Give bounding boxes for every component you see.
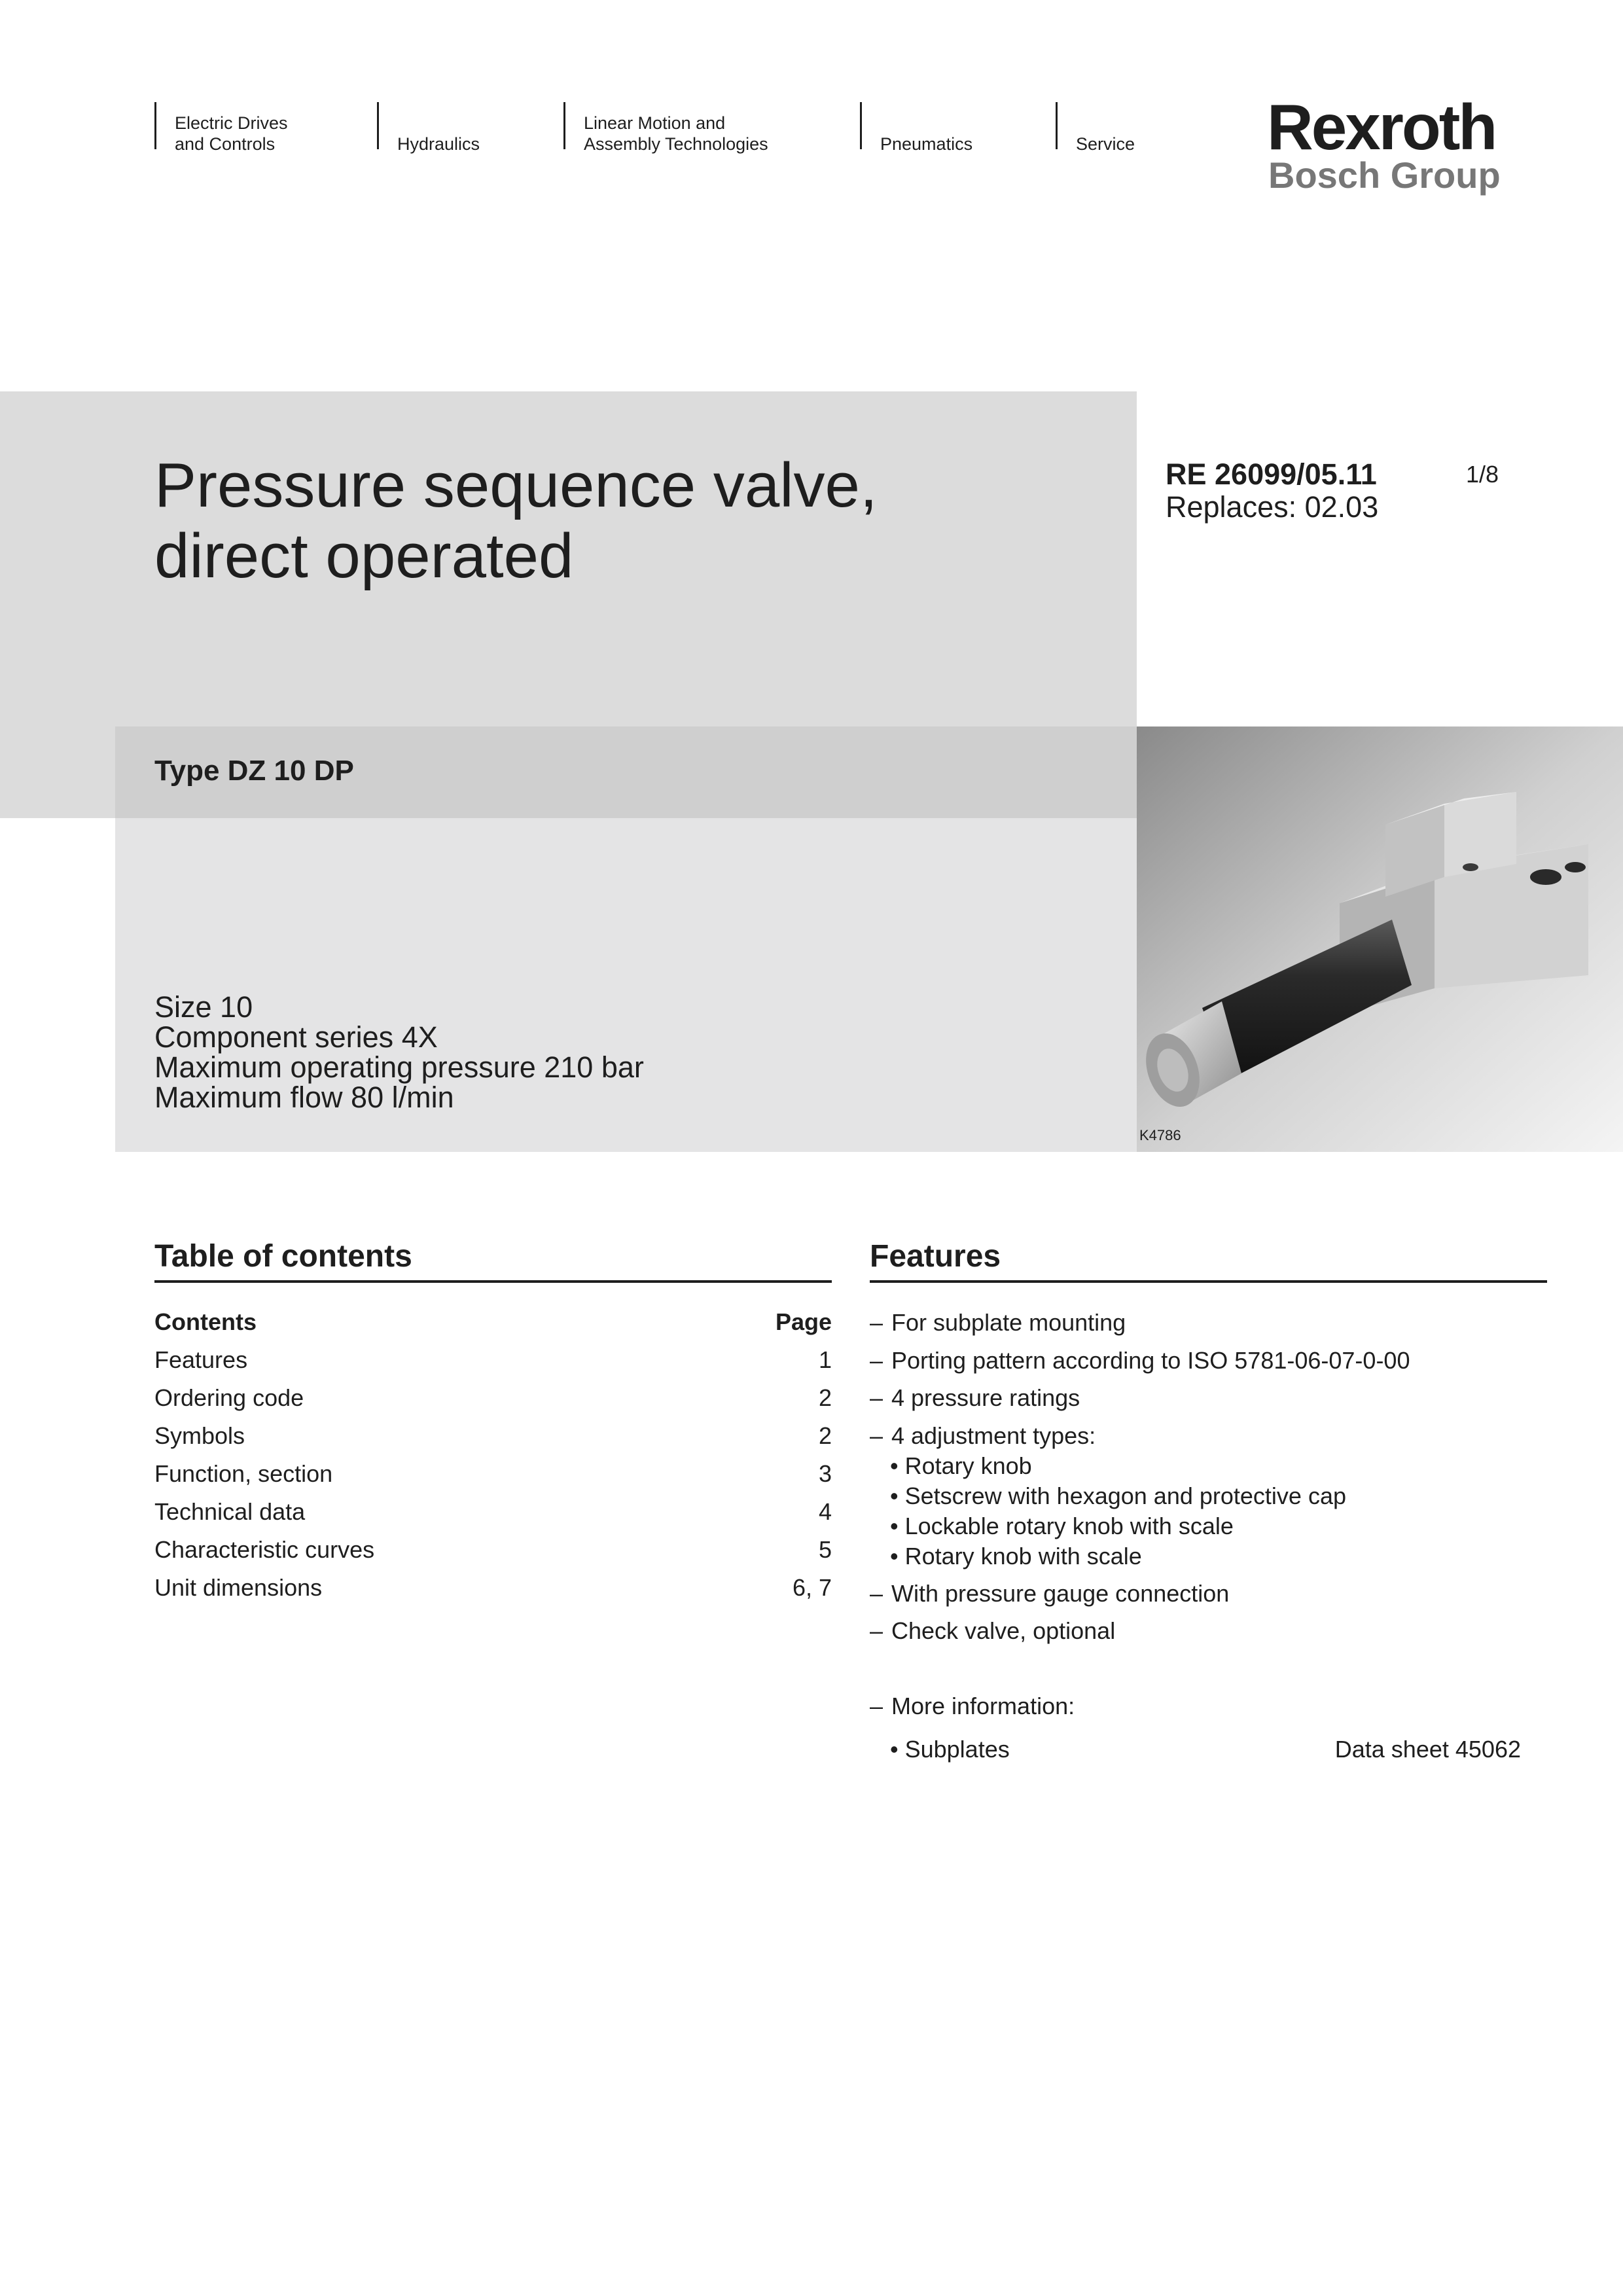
replaces-note: Replaces: 02.03: [1166, 490, 1379, 524]
dash: –: [870, 1422, 883, 1449]
features-rule: [870, 1280, 1547, 1283]
toc-col-contents: Contents: [154, 1308, 257, 1335]
toc-entry-name: Symbols: [154, 1422, 245, 1449]
feature-text: Check valve, optional: [891, 1617, 1116, 1644]
toc-entry-page: 5: [818, 1536, 832, 1563]
adjustment-type: • Lockable rotary knob with scale: [890, 1513, 1234, 1539]
nav-label: Linear Motion and: [584, 113, 726, 133]
dash: –: [870, 1580, 883, 1607]
valve-illustration: [1137, 726, 1623, 1152]
feature-text: 4 adjustment types:: [891, 1422, 1096, 1449]
spec-line: Maximum flow 80 l/min: [154, 1081, 454, 1114]
toc-row[interactable]: [154, 1379, 832, 1417]
toc-entry-name: Unit dimensions: [154, 1574, 323, 1601]
spec-line: Maximum operating pressure 210 bar: [154, 1050, 644, 1084]
toc-row[interactable]: [154, 1569, 832, 1607]
toc-entry-name: Function, section: [154, 1460, 333, 1487]
dash: –: [870, 1693, 883, 1719]
more-info-label: • Subplates: [890, 1736, 1010, 1763]
toc-entry-page: 4: [818, 1498, 832, 1525]
nav-label: Pneumatics: [880, 134, 973, 154]
toc-entry-name: Technical data: [154, 1498, 306, 1525]
toc-entry-name: Ordering code: [154, 1384, 304, 1411]
toc-col-page: Page: [775, 1308, 832, 1335]
feature-text: More information:: [891, 1693, 1075, 1719]
adjustment-type: • Setscrew with hexagon and protective cap: [890, 1482, 1346, 1509]
product-photo: [1137, 726, 1623, 1152]
toc-entry-name: Characteristic curves: [154, 1536, 375, 1563]
dash: –: [870, 1384, 883, 1411]
spec-line: Size 10: [154, 990, 253, 1024]
toc-header-row: [154, 1303, 832, 1341]
toc-entry-page: 6, 7: [792, 1574, 832, 1601]
toc-row[interactable]: [154, 1341, 832, 1379]
feature-text: For subplate mounting: [891, 1309, 1126, 1336]
toc-entry-page: 2: [818, 1422, 832, 1449]
nav-linear-motion[interactable]: [563, 102, 768, 154]
photo-code: K4786: [1139, 1127, 1181, 1143]
type-designation: Type DZ 10 DP: [154, 755, 354, 787]
feature-text: With pressure gauge connection: [891, 1580, 1230, 1607]
nav-hydraulics[interactable]: [377, 102, 480, 154]
toc-row[interactable]: [154, 1455, 832, 1493]
toc-row[interactable]: [154, 1493, 832, 1531]
title-line: Pressure sequence valve,: [154, 450, 878, 520]
toc-rule: [154, 1280, 832, 1283]
toc-entry-name: Features: [154, 1346, 248, 1373]
toc-entry-page: 1: [818, 1346, 832, 1373]
feature-text: Porting pattern according to ISO 5781-06-07-0-00: [891, 1347, 1410, 1374]
toc-row[interactable]: [154, 1417, 832, 1455]
nav-service[interactable]: [1056, 102, 1135, 154]
dash: –: [870, 1617, 883, 1644]
dash: –: [870, 1347, 883, 1374]
document-title: [154, 450, 878, 592]
spec-line: Component series 4X: [154, 1020, 438, 1054]
rexroth-logo: Rexroth: [1267, 91, 1496, 163]
toc-heading: Table of contents: [154, 1239, 412, 1274]
features-heading: Features: [870, 1239, 1001, 1274]
page-number: 1/8: [1466, 461, 1499, 488]
toc-row[interactable]: [154, 1531, 832, 1569]
re-number: RE 26099/05.11: [1166, 457, 1377, 491]
nav-label: Assembly Technologies: [584, 134, 768, 154]
bosch-group-logo: Bosch Group: [1268, 154, 1501, 196]
toc-entry-page: 3: [818, 1460, 832, 1487]
nav-pneumatics[interactable]: [860, 102, 973, 154]
nav-label: Electric Drives: [175, 113, 288, 133]
feature-text: 4 pressure ratings: [891, 1384, 1080, 1411]
nav-electric-drives[interactable]: [154, 102, 288, 154]
adjustment-type: • Rotary knob with scale: [890, 1543, 1142, 1570]
datasheet-reference[interactable]: Data sheet 45062: [1334, 1736, 1521, 1763]
adjustment-type: • Rotary knob: [890, 1452, 1032, 1479]
nav-label: and Controls: [175, 134, 276, 154]
nav-label: Hydraulics: [397, 134, 480, 154]
toc-entry-page: 2: [818, 1384, 832, 1411]
dash: –: [870, 1309, 883, 1336]
nav-label: Service: [1076, 134, 1135, 154]
title-line: direct operated: [154, 521, 574, 591]
